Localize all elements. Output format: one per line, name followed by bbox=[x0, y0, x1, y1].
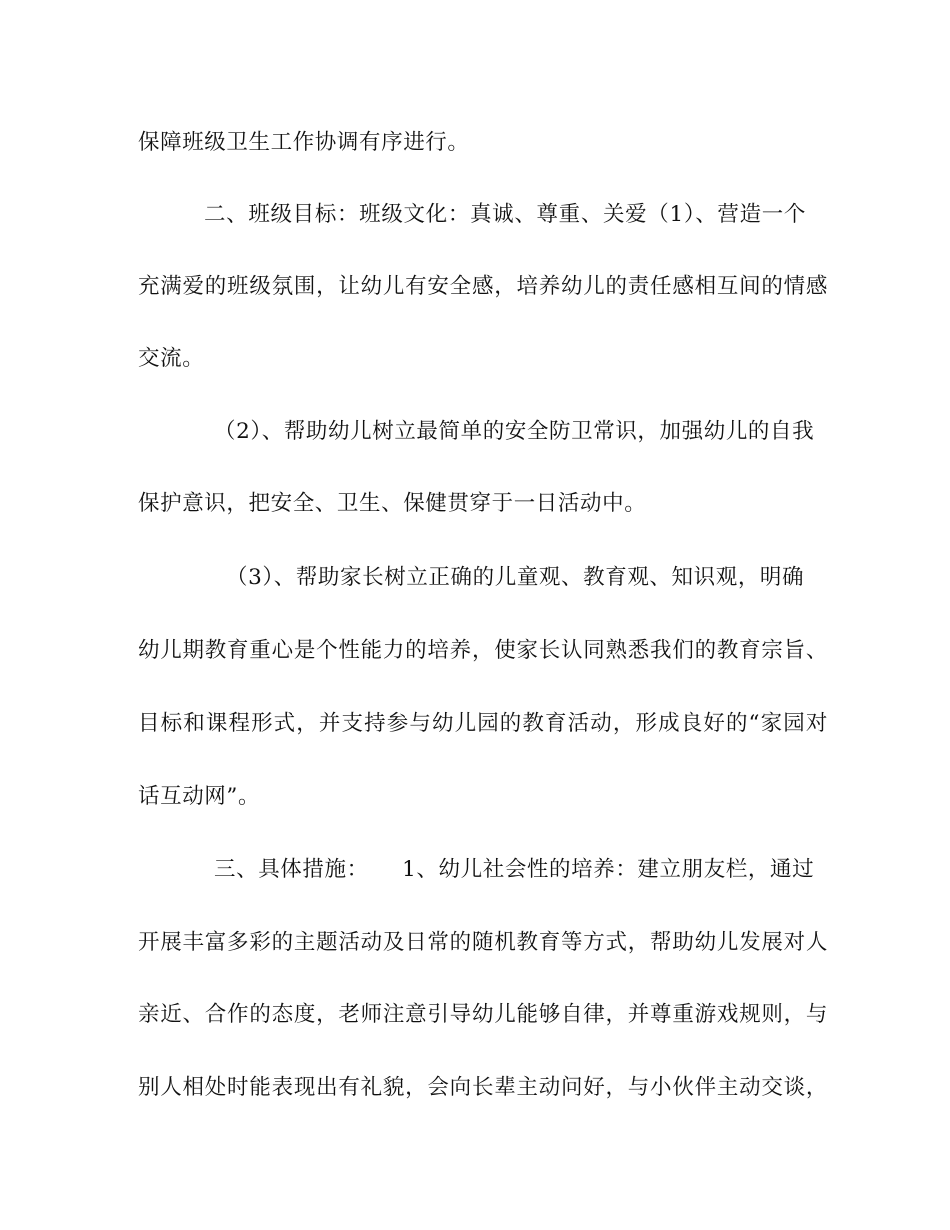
text-line: 交流。 bbox=[138, 346, 205, 371]
text-line: 二、班级目标：班级文化：真诚、尊重、关爱（1）、营造一个 bbox=[204, 202, 806, 227]
text-line: 三、具体措施： 1、幼儿社会性的培养：建立朋友栏，通过 bbox=[214, 857, 815, 882]
text-line: 充满爱的班级氛围，让幼儿有安全感，培养幼儿的责任感相互间的情感 bbox=[138, 274, 828, 299]
text-line: 亲近、合作的态度，老师注意引导幼儿能够自律，并尊重游戏规则，与 bbox=[138, 1002, 828, 1027]
text-line: （2）、帮助幼儿树立最简单的安全防卫常识，加强幼儿的自我 bbox=[214, 419, 815, 444]
text-line: 话互动网”。 bbox=[138, 784, 261, 809]
text-line: 别人相处时能表现出有礼貌，会向长辈主动问好，与小伙伴主动交谈， bbox=[138, 1075, 828, 1100]
text-line: 保障班级卫生工作协调有序进行。 bbox=[138, 130, 470, 155]
text-line: 开展丰富多彩的主题活动及日常的随机教育等方式，帮助幼儿发展对人 bbox=[138, 930, 828, 955]
text-line: 目标和课程形式，并支持参与幼儿园的教育活动，形成良好的“家园对 bbox=[138, 711, 828, 736]
text-line: 保护意识，把安全、卫生、保健贯穿于一日活动中。 bbox=[138, 491, 647, 516]
text-line: （3）、帮助家长树立正确的儿童观、教育观、知识观，明确 bbox=[226, 565, 805, 590]
text-line: 幼儿期教育重心是个性能力的培养，使家长认同熟悉我们的教育宗旨、 bbox=[138, 638, 828, 663]
